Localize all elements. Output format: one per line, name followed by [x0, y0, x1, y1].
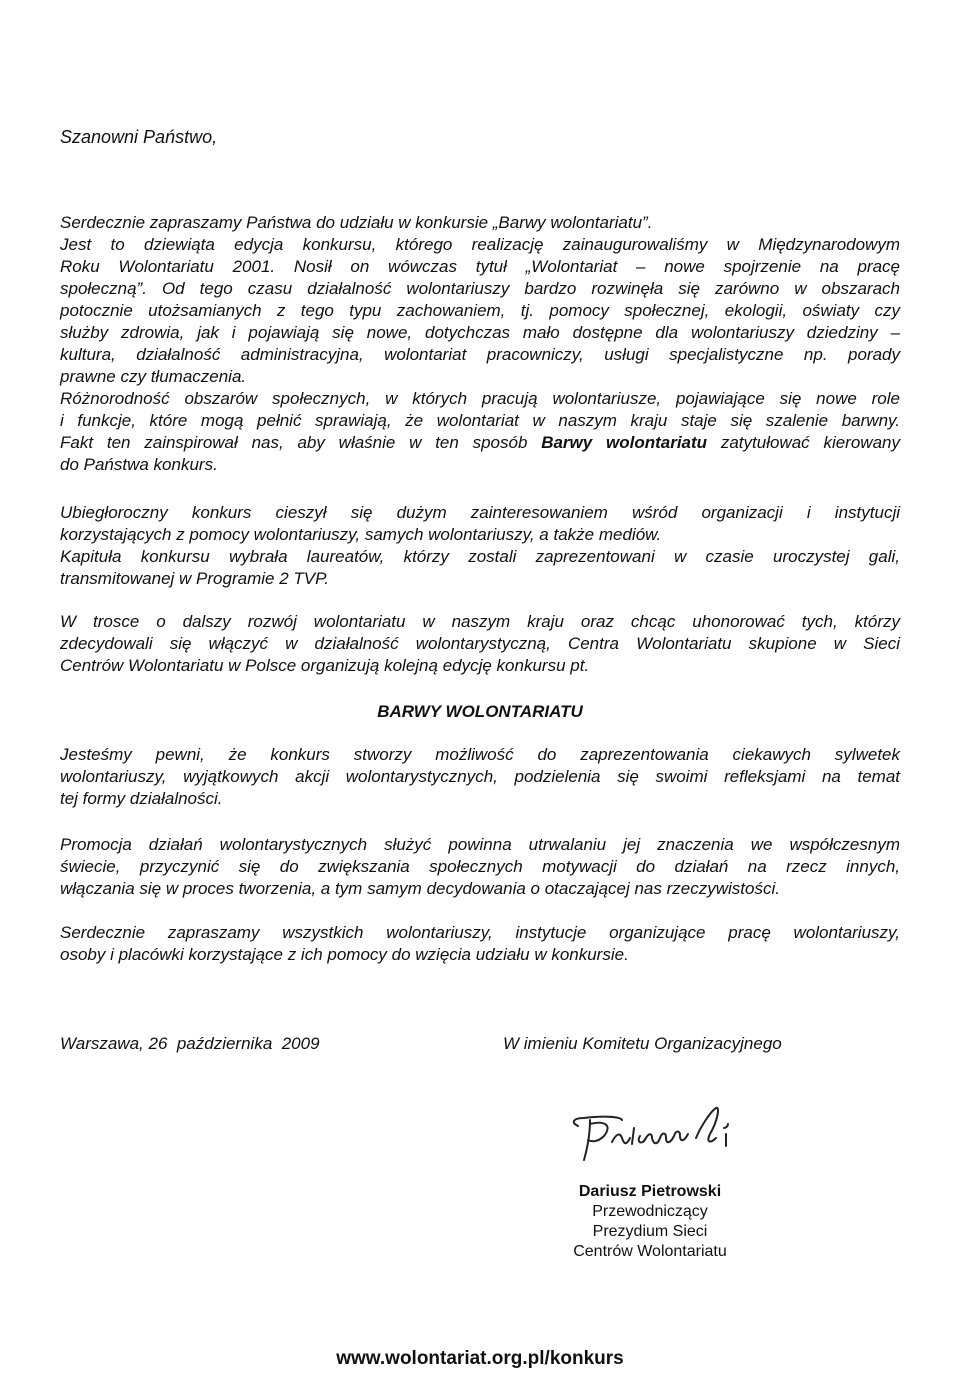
text-line: Ubiegłoroczny konkurs cieszył się dużym zainteresowaniem wśród organizacji i instytucji [60, 503, 900, 522]
text-line: Promocja działań wolontarystycznych służyć powinna utrwalaniu jej znaczenia we współczesnym [60, 835, 900, 854]
text-line: Różnorodność obszarów społecznych, w których pracują wolontariusze, pojawiające się nowe role [60, 389, 900, 408]
footer-url[interactable]: www.wolontariat.org.pl/konkurs [336, 1348, 624, 1369]
paragraph-organizers [60, 611, 900, 677]
text-line: transmitowanej w Programie 2 TVP. [60, 569, 329, 588]
text-line: Roku Wolontariatu 2001. Nosił on wówczas tytuł „Wolontariat – nowe spojrzenie na pracę [60, 257, 900, 276]
signer-role: Przewodniczący [592, 1203, 708, 1220]
text-line: kultura, działalność administracyjna, wolontariat pracowniczy, usługi specjalistyczne np. porady [60, 345, 900, 364]
text-line: korzystających z pomocy wolontariuszy, samych wolontariuszy, a także mediów. [60, 525, 662, 544]
text-line: Kapituła konkursu wybrała laureatów, którzy zostali zaprezentowani w czasie uroczystej gali, [60, 547, 900, 566]
paragraph-last-year [60, 502, 900, 590]
text-line: Serdecznie zapraszamy Państwa do udziału w konkursie „Barwy wolontariatu”. [60, 213, 653, 232]
text-line: Centrów Wolontariatu w Polsce organizują kolejną edycję konkursu pt. [60, 656, 590, 675]
greeting: Szanowni Państwo, [60, 127, 218, 147]
signer-role: Prezydium Sieci [592, 1223, 708, 1240]
text-line: potocznie utożsamianych z tego typu zachowaniem, tj. pomocy społecznej, ekologii, oświaty czy [60, 301, 900, 320]
text-line: wolontariuszy, wyjątkowych akcji wolontarystycznych, podzielenia się swoimi refleksjami na temat [60, 767, 900, 786]
text-line: włączania się w proces tworzenia, a tym samym decydowania o otaczającej nas rzeczywistości. [60, 879, 780, 898]
paragraph-promotion [60, 834, 900, 900]
text-line: do Państwa konkurs. [60, 455, 218, 474]
text-line: Jesteśmy pewni, że konkurs stworzy możliwość do zaprezentowania ciekawych sylwetek [60, 745, 900, 764]
text-line: zdecydowali się włączyć w działalność wolontarystyczną, Centra Wolontariatu skupione w Sieci [60, 634, 900, 653]
text-fragment: Fakt ten zainspirował nas, aby właśnie w ten sposób [60, 433, 528, 452]
text-line: świecie, przyczynić się do zwiększania społecznych motywacji do działań na rzecz innych, [60, 857, 900, 876]
committee-line: W imieniu Komitetu Organizacyjnego [503, 1034, 782, 1053]
paragraph-intro [60, 212, 900, 476]
text-fragment: zatytułować kierowany [720, 433, 900, 452]
text-line: Jest to dziewiąta edycja konkursu, którego realizację zainaugurowaliśmy w Międzynarodowym [60, 235, 900, 254]
signer-block [520, 1182, 780, 1262]
signer-role: Centrów Wolontariatu [573, 1243, 727, 1260]
text-line: prawne czy tłumaczenia. [60, 367, 247, 386]
text-line: W trosce o dalszy rozwój wolontariatu w naszym kraju oraz chcąc uhonorować tych, którzy [60, 612, 900, 631]
text-line [60, 432, 900, 454]
signer-name: Dariusz Pietrowski [578, 1183, 722, 1200]
paragraph-invitation [60, 922, 900, 966]
handwritten-signature [560, 1098, 750, 1168]
text-line: tej formy działalności. [60, 789, 223, 808]
text-line: społeczną”. Od tego czasu działalność wolontariuszy bardzo rozwinęła się zarówno w obszarach [60, 279, 900, 298]
contest-title: BARWY WOLONTARIATU [377, 702, 583, 721]
paragraph-purpose [60, 744, 900, 810]
text-line: i funkcje, które mogą pełnić sprawiają, że wolontariat w naszym kraju staje się szalenie barwny. [60, 411, 900, 430]
date-place: Warszawa, 26 października 2009 [60, 1034, 320, 1053]
text-line: Serdecznie zapraszamy wszystkich wolontariuszy, instytucje organizujące pracę wolontariuszy, [60, 923, 900, 942]
contest-name-inline: Barwy wolontariatu [541, 433, 708, 452]
text-line: osoby i placówki korzystające z ich pomocy do wzięcia udziału w konkursie. [60, 945, 629, 964]
text-line: służby zdrowia, jak i pojawiają się nowe, dotychczas mało dostępne dla wolontariuszy dziedziny – [60, 323, 900, 342]
